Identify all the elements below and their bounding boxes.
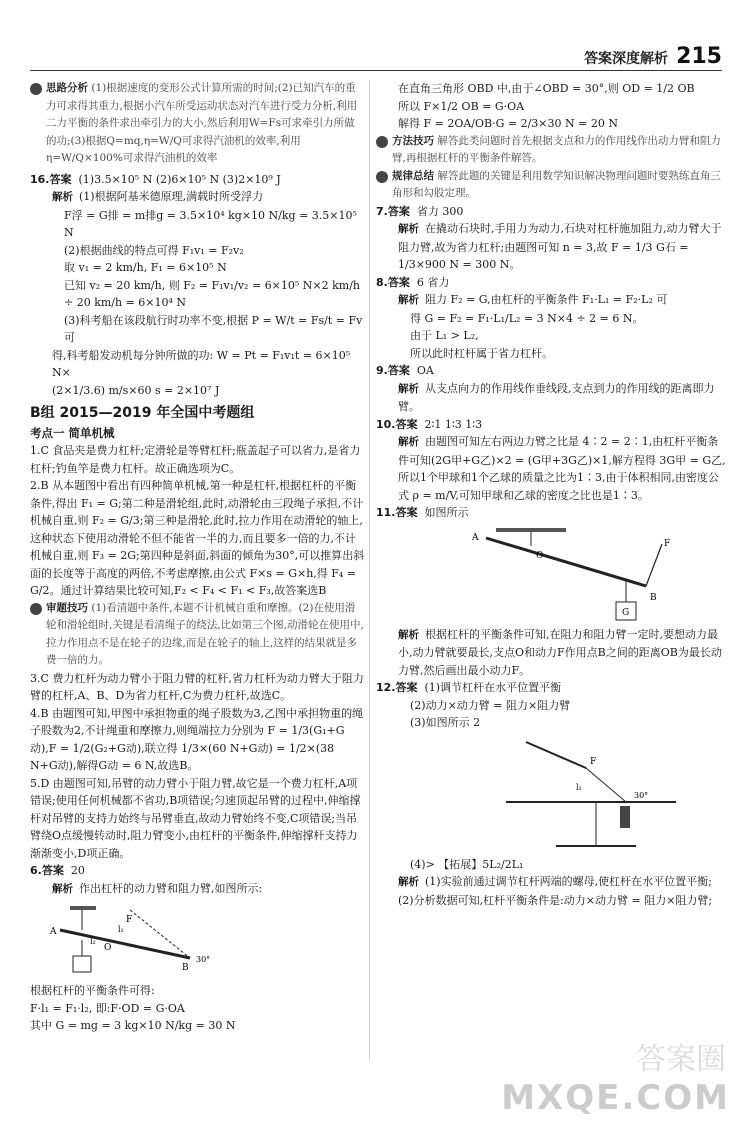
q16-l7: 得,科考船发动机每分钟所做的功: W = Pt = F₁v₁t = 6×10⁵ N× bbox=[52, 348, 351, 379]
q16-l5: 已知 v₂ = 20 km/h, 则 F₂ = F₁v₁/v₂ = 6×10⁵ N×2 km/h ÷ 20 km/h = 6×10⁴ N bbox=[64, 278, 361, 309]
q6-l2: 根据杠杆的平衡条件可得: bbox=[30, 984, 155, 997]
watermark-url: MXQE.COM bbox=[501, 1078, 730, 1118]
q16-l6: (3)科考船在该段航行时功率不变,根据 P = W/t = Fs/t = Fv 可 bbox=[64, 313, 363, 344]
q8-l2: 得 G = F₂ = F₁·L₁/L₂ = 3 N×4 ÷ 2 = 6 N。 bbox=[410, 311, 644, 325]
tip-text: (1)看清题中条件,本题不计机械自重和摩擦。(2)在使用滑轮和滑轮组时,关键是看清绳子的绕法,比如第三个图,动滑轮在使用中,拉力作用点不是在轮子的边缘,而是在轮子的轴上,这样的结果就是多费一倍的力。 bbox=[46, 601, 364, 666]
q9-answer: 9.答案 OA bbox=[376, 364, 434, 377]
tip-label: 思路分析 bbox=[46, 82, 88, 94]
q5: 5.D 由题图可知,吊臂的动力臂小于阻力臂,故它是一个费力杠杆,A项错误;使用任何机械都不省功,B项错误;匀速顶起吊臂的过程中,伸缩撑杆对吊臂的支持力始终与吊臂垂直,故动力臂始终不变,C项错误;当吊臂绕O点缓慢转动时,阻力臂变小,由杠杆的平衡条件,伸缩撑杆支持力渐渐变小,D项正确。 bbox=[30, 776, 361, 860]
tip-siluo bbox=[30, 80, 365, 168]
label-G: G bbox=[622, 607, 630, 618]
q7-answer: 7.答案 省力 300 bbox=[376, 204, 464, 218]
lever-figure-6 bbox=[30, 900, 230, 980]
label-l1: l₁ bbox=[576, 782, 582, 792]
tip-guilv bbox=[376, 168, 728, 203]
weight-block bbox=[73, 956, 91, 972]
r1: 在直角三角形 OBD 中,由于∠OBD = 30°,则 OD = 1/2 OB bbox=[398, 82, 695, 95]
label-A: A bbox=[472, 532, 479, 543]
q11-text: 解析 根据杠杆的平衡条件可知,在阻力和阻力臂一定时,要想动力最小,动力臂就要最长,支点O和动力F作用点B之间的距离OB为最长动力臂,然后画出最小动力F。 bbox=[398, 627, 722, 677]
bulb-icon bbox=[376, 136, 388, 148]
q8-answer: 8.答案 6 省力 bbox=[376, 275, 450, 289]
q12-l3: (3)如图所示 2 bbox=[410, 716, 481, 729]
bulb-icon bbox=[30, 83, 42, 95]
q12-l6: (2)分析数据可知,杠杆平衡条件是:动力×动力臂 = 阻力×阻力臂; bbox=[398, 893, 713, 907]
q8-l4: 所以此时杠杆属于省力杠杆。 bbox=[410, 346, 553, 360]
lever-figure-11 bbox=[466, 524, 686, 624]
q6-l4: 其中 G = mg = 3 kg×10 N/kg = 30 N bbox=[30, 1019, 236, 1032]
label-A: A bbox=[50, 927, 57, 937]
q16-l3: (2)根据曲线的特点可得 F₁v₁ = F₂v₂ bbox=[64, 243, 244, 257]
q16-l4: 取 v₁ = 2 km/h, F₁ = 6×10⁵ N bbox=[64, 261, 227, 274]
label-O: O bbox=[104, 943, 112, 953]
q10-text: 解析 由题图可知左右两边力臂之比是 4∶2 = 2∶1,由杠杆平衡条件可知(2G甲+G乙)×2 = (G甲+3G乙)×1,解方程得 3G甲 = G乙,所以1个甲球和1个乙球的质量之比为1∶3,由于体积相同,由密度公式 ρ = m/V,可知甲球和乙球的密度之比也是1∶3。 bbox=[398, 435, 726, 502]
label-F: F bbox=[126, 915, 133, 925]
hook-weights bbox=[620, 806, 630, 828]
section-b-title: B组 2015—2019 年全国中考题组 bbox=[30, 405, 255, 421]
q4: 4.B 由题图可知,甲图中承担物重的绳子股数为3,乙图中承担物重的绳子股数为2,不计绳重和摩擦力,则绳端拉力分别为 F = 1/3(G₁+G动),F = 1/2(G₂+G动),联立得 1/3×(60 N+G动) = 1/2×(38 N+G动),解得G动 = 6 N,故选B。 bbox=[30, 706, 364, 772]
header-title: 答案深度解析 bbox=[584, 51, 669, 67]
q12-l2: (2)动力×动力臂 = 阻力×阻力臂 bbox=[410, 698, 571, 712]
tip-label: 规律总结 bbox=[392, 169, 434, 182]
label-l2: l₂ bbox=[90, 937, 96, 946]
tip-label: 方法技巧 bbox=[392, 134, 434, 147]
label-O: O bbox=[536, 550, 544, 561]
q6-l3: F·l₁ = F₁·l₂, 即:F·OD = G·OA bbox=[30, 1001, 185, 1015]
q6-l1: 解析 作出杠杆的动力臂和阻力臂,如图所示: bbox=[52, 881, 263, 895]
q16-l2: F浮 = G排 = m排g = 3.5×10⁴ kg×10 N/kg = 3.5×10⁵ N bbox=[64, 208, 357, 239]
right-column bbox=[376, 80, 728, 909]
label-B: B bbox=[650, 592, 657, 603]
q8-l1: 解析 阻力 F₂ = G,由杠杆的平衡条件 F₁·L₁ = F₂·L₂ 可 bbox=[398, 293, 668, 306]
force-line bbox=[586, 768, 626, 802]
force-arrow bbox=[646, 544, 662, 586]
header-rule bbox=[30, 70, 722, 71]
q12-l1: 12.答案 (1)调节杠杆在水平位置平衡 bbox=[376, 681, 562, 694]
tip-shenti bbox=[30, 600, 365, 670]
tip-text: (1)根据速度的变形公式计算所需的时间;(2)已知汽车的重力可求得其重力,根据小汽车所受运动状态对汽车进行受力分析,利用二力平衡的条件求出牵引力的大小,然后利用W=Fs可求牵引力所做的功;(3)根据Q=mq,η=W/Q可求得汽油机的效率,利用η=W/Q×100%可求得汽油机的效率 bbox=[46, 82, 358, 164]
tip-text: 解答此题的关键是利用数学知识解决物理问题时要熟练直角三角形和勾股定理。 bbox=[392, 169, 721, 199]
bulb-icon bbox=[376, 171, 388, 183]
kaodian-1: 考点一 简单机械 bbox=[30, 425, 115, 440]
label-F: F bbox=[664, 538, 671, 549]
q6-answer: 6.答案 20 bbox=[30, 864, 85, 877]
label-B: B bbox=[182, 963, 189, 973]
q9-text: 解析 从支点向力的作用线作垂线段,支点到力的作用线的距离即力臂。 bbox=[398, 381, 715, 413]
page-number: 215 bbox=[676, 44, 722, 69]
lever-bar bbox=[486, 538, 646, 586]
wall-hatch bbox=[70, 906, 96, 910]
q3: 3.C 费力杠杆为动力臂小于阻力臂的杠杆,省力杠杆为动力臂大于阻力臂的杠杆,A、B、D为省力杠杆,C为费力杠杆,故选C。 bbox=[30, 671, 364, 702]
label-angle: 30° bbox=[634, 790, 649, 800]
q16-l1: 解析 (1)根据阿基米德原理,满载时所受浮力 bbox=[52, 190, 264, 203]
watermark-logo: 答案圈 bbox=[636, 1042, 726, 1077]
q12-l5: 解析 (1)实验前通过调节杠杆两端的螺母,使杠杆在水平位置平衡; bbox=[398, 875, 712, 888]
q7-text: 解析 在撬动石块时,手用力为动力,石块对杠杆施加阻力,动力臂大于阻力臂,故为省力杠杆;由题图可知 n = 3,故 F = 1/3 G石 = 1/3×900 N = 300 N。 bbox=[398, 222, 722, 271]
q12-l4: (4)> 【拓展】5L₂/2L₁ bbox=[410, 857, 524, 871]
q16-l8: (2×1/3.6) m/s×60 s = 2×10⁷ J bbox=[52, 383, 220, 397]
tip-text: 解答此类问题时首先根据支点和力的作用线作出动力臂和阻力臂,再根据杠杆的平衡条件解答。 bbox=[392, 134, 721, 164]
q16-answer: 16.答案 (1)3.5×10⁵ N (2)6×10⁵ N (3)2×10⁹ J bbox=[30, 172, 281, 186]
q10-answer: 10.答案 2∶1 1∶3 1∶3 bbox=[376, 417, 483, 431]
page-header bbox=[584, 40, 722, 68]
bulb-icon bbox=[30, 603, 42, 615]
r3: 解得 F = 2OA/OB·G = 2/3×30 N = 20 N bbox=[398, 117, 618, 130]
lever-bar bbox=[60, 930, 190, 958]
tip-fangfa bbox=[376, 133, 728, 168]
q8-l3: 由于 L₁ > L₂, bbox=[410, 329, 479, 342]
q11-answer: 11.答案 如图所示 bbox=[376, 506, 469, 519]
r2: 所以 F×1/2 OB = G·OA bbox=[398, 99, 525, 113]
left-column bbox=[30, 80, 365, 1035]
ceiling-hatch bbox=[496, 528, 566, 532]
tip-label: 审题技巧 bbox=[46, 601, 88, 614]
label-F: F bbox=[590, 756, 597, 767]
label-angle: 30° bbox=[196, 955, 211, 964]
spring-scale bbox=[526, 742, 586, 768]
q2: 2.B 从本题图中看出有四种简单机械,第一种是杠杆,根据杠杆的平衡条件,得出 F₁ = G;第二种是滑轮组,此时,动滑轮由三段绳子承担,不计机械自重,则 F₂ = G/3;第三种是滑轮,此时,拉力作用在动滑轮的轴上,这种状态下使用动滑轮不但不能省一半的力,而且要多一倍的力,不计机械自重,则 F₃ = 2G;第四种是斜面,斜面的倾角为30°,可以推算出斜面的长度等于高度的两倍,不考虑摩擦,由公式 F×s = G×h,得 F₄ = G/2。通过计算结果比较可知,F₂ < F₄ < F₁ < F₃,故答案选B bbox=[30, 479, 365, 597]
column-divider bbox=[369, 80, 370, 1060]
q1: 1.C 食品夹是费力杠杆;定滑轮是等臂杠杆;瓶盖起子可以省力,是省力杠杆;钓鱼竿是费力杠杆。故正确选项为C。 bbox=[30, 444, 361, 475]
label-l1: l₁ bbox=[118, 925, 124, 934]
lever-figure-12 bbox=[486, 734, 686, 854]
